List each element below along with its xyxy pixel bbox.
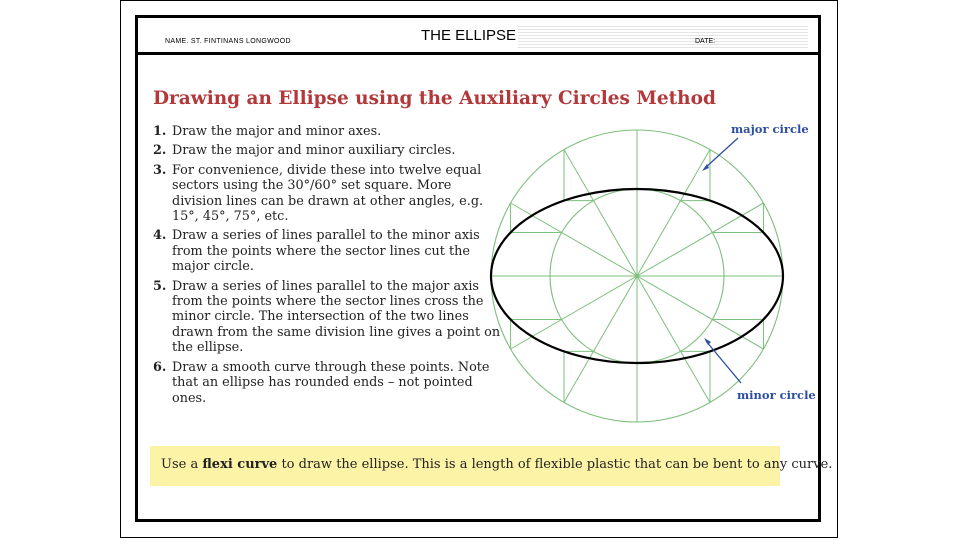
step-text: Draw the major and minor axes.	[172, 124, 382, 139]
title-block	[138, 18, 818, 55]
step-item	[153, 143, 505, 158]
instruction-list	[153, 124, 505, 410]
note-bold-term: flexi curve	[202, 457, 278, 472]
major-circle-label: major circle	[731, 122, 809, 136]
centre-point	[635, 274, 639, 278]
step-number: 3.	[153, 162, 167, 178]
date-label: DATE:	[695, 38, 716, 45]
step-number: 1.	[153, 124, 167, 139]
step-text: Draw a series of lines parallel to the major axis from the points where the sector lines cross the minor circle. The intersection of the two lines drawn from the same division line gives a point on the ellipse.	[172, 278, 501, 356]
header-ruled-lines	[518, 24, 808, 50]
note-prefix: Use a	[161, 457, 203, 472]
step-text: Draw a smooth curve through these points. Note that an ellipse has rounded ends – not pointed ones.	[172, 359, 490, 406]
step-item	[153, 228, 505, 274]
step-number: 6.	[153, 359, 167, 375]
flexi-curve-note	[150, 446, 833, 486]
ellipse-construction-figure	[480, 100, 820, 435]
note-suffix: to draw the ellipse. This is a length of flexible plastic that can be bent to any curve.	[277, 457, 833, 472]
construction-lines	[491, 130, 783, 422]
step-text: Draw a series of lines parallel to the minor axis from the points where the sector lines cut the major circle.	[172, 228, 480, 275]
step-text: For convenience, divide these into twelve equal sectors using the 30°/60° set square. More division lines can be drawn at other angles, e.g. 15°, 45°, 75°, etc.	[172, 162, 484, 225]
step-number: 5.	[153, 278, 167, 294]
minor-circle-label: minor circle	[737, 388, 816, 402]
step-item	[153, 360, 505, 406]
step-text: Draw the major and minor auxiliary circles.	[172, 143, 456, 159]
step-item	[153, 124, 505, 139]
step-item	[153, 163, 505, 225]
step-number: 4.	[153, 228, 167, 244]
step-item	[153, 279, 505, 356]
step-number: 2.	[153, 143, 167, 159]
page-title: Drawing an Ellipse using the Auxiliary Circles Method	[153, 88, 716, 109]
sheet-title: THE ELLIPSE	[421, 27, 517, 44]
name-label: NAME. ST. FINTINANS LONGWOOD	[165, 38, 291, 45]
